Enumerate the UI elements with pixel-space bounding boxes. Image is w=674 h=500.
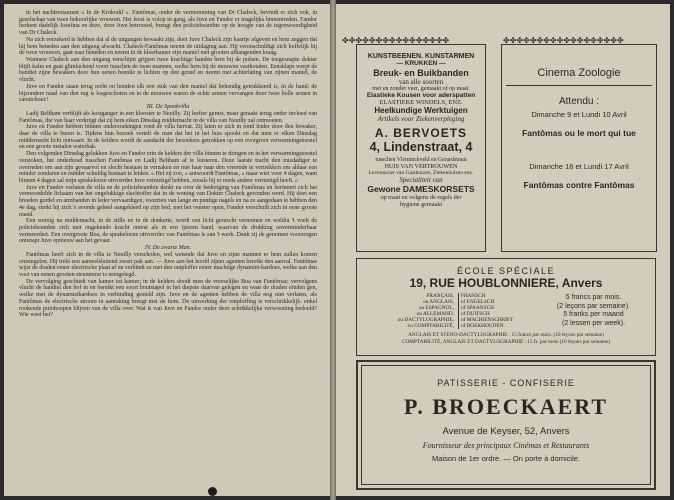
ad-line: op maat en volgens de regels der [380, 194, 462, 201]
left-page [4, 4, 330, 496]
paragraph: Wanneer Chaleck aan den uitgang verschijnt grijpen twee krachtige handen hem bij de polsen. De toegesnapte dokter blijft kalm en gaat glimlachend voort tusschen de twee mannen, welke hem bij de mouwen vasthouden. Eensklaps werpt de bandiet zijne bewakers door hun eenen beenlie te lichten op den grond en neemt met achterlating van zijnen mantel, de vlucht. [19, 57, 317, 84]
section-head: IV. De zwarte Man. [144, 245, 192, 252]
cinema-date: Dimanche 9 et Lundi 10 Avril [531, 110, 627, 119]
ecole-item: ou COMPTABILITÉ, [407, 323, 454, 329]
cinema-title: Cinema Zoologie [537, 67, 621, 79]
ornament-bar-right: ✤✤✤✤✤✤✤✤✤✤✤✤✤✤✤✤✤✤ [503, 37, 624, 45]
cinema-film: Fantômas contre Fantômas [523, 180, 635, 190]
ecole-price: 5 franks per maand [563, 311, 624, 318]
ecole-offers [357, 293, 655, 329]
ecole-lang-fr [363, 293, 458, 329]
ecole-item: of MACHIENSCHRIFT [461, 317, 514, 323]
ad-line: Artikels voor Ziekenverpleging [377, 115, 465, 123]
ad-address: 4, Lindenstraat, 4 [369, 140, 473, 154]
broeckaert-footer: Maison de 1er ordre. — On porte à domicile. [432, 454, 580, 463]
paragraph: Den volgenden Dinsdag gelukken Juve en Fandor erin de kelders der villa binnen te dringen en in het verwarmingstoestel verstoken, het onderhoud tusschen Fantômas en Ladij Beltham af te luisteren. Deze laatste tracht den misdadiger te overreden om aan zijn gevaarvol en slecht bestaan te verzaken en met haar naar den vreemde te vertrekken om aldaar een minder zondaren en minder schuldig bestaan te leiden. « Het zij zoo, » antwoordt Fantômas, « maar wiet voor 4 dagen, want binnen 4 dagen zal mijn sprakelooze uitvoerder Juve vernietigd hebben, zooals hij er reeds andere vernietigd heeft. » [19, 151, 317, 184]
ecole-price: (2 lessen per week). [561, 319, 626, 327]
ecole-item: of DUITSCH [461, 311, 490, 317]
ad-line: Leverancier van Gasthuizen, Ziekenhuizen enz. [368, 170, 474, 176]
paragraph: Een weinig na middernacht, in de stille en in de donkerte, wordt een licht geruscht vernomen en weldra 't voelt de policiebeambte zich met ongekende kracht omvat als in een ijzeren band, waarvan de drukking onverminderbaar vermeerdert. Een overgroote Boa, de sprakelooze uitvoerder van Fantômas is aan 't werk. Dank zij de genomen voorzorgen ontsnapt Juve opnieuw aan het gevaar. [19, 218, 317, 245]
ad-line: KUNSTBEENEN. KUNSTARMEN [367, 53, 475, 60]
ecole-bottom: ANGLAIS ET STENO-DACTYLOGRAPHIE : 15 francs par mois. (10 leçons par semaine) [408, 332, 604, 338]
ecole-item: of ENGELSCH [461, 299, 495, 305]
ecole-lang-nl [458, 293, 538, 329]
story-column [19, 10, 317, 319]
paragraph: De vervolging geschiedt van kamer tot kamer; in de kelders doodt men de vreeselijke Boa van Fantômas; vervolgens vlucht de bandiet den hof in en bereikt een soort houtstapel in het diepste daarvan gelegen en waar de draden einden gen, welke met de dynamietkardoes in verbinding gesteld zijn. Juve en de agenten hebben de villa nog niet verlaten, als Fantômas de electrische stroom in aanraking breegt met de bom. De uitwerking der ontploffing is verschrikkelijk: enkel rookende puinhoopen blijven van de villa over. Wat is van Juve en Fandor onder deze schrikkelijke verwoesting bedoeld? Wie weet het? [19, 278, 317, 319]
ad-line: — KRUKKEN — [396, 60, 446, 67]
ad-line: Elastieke Kousen voor aderspatten [366, 92, 476, 99]
ad-line: van alle soorten [398, 78, 444, 86]
ecole-item: of BOEKHOUDEN [461, 323, 504, 329]
ecole-item: ou DACTYLOGRAPHIE, [397, 317, 454, 323]
ad-bervoets [356, 44, 486, 252]
ecole-address: 19, RUE HOUBLONNIERE, Anvers [409, 276, 603, 290]
ad-line: Specialiteit van [399, 176, 443, 184]
cinema-date: Dimanche 16 et Lundi 17 Avril [529, 162, 629, 171]
paragraph: Ladij Beltham verblijft als kostganger in een klooster te Neuilly. Zij leefter gerust, maar geraakt terug onder invloed van Fantômas, die van haar verkrijgt dat zij hem eiken Dinsdag middernacht in de villa van Neuilly zal ontmoeten. [19, 110, 317, 124]
paragraph: in het nachtrestaurant « In de Krokodil ». Fantômas, onder de vermomming van Dr Chaleck, bevindt er zich ook, in gezelschap van twee bekoorlijke vrouwen. Het feest is volop in gang, als Juve en Fandor er insgelijks binnentreden. Fandor herkent dadelijk Josefina en deze, door Juve betrouwd, brengt den policiebeambte op de hoogte van de tegenwoordigheid van Dr Chaleck. [19, 10, 317, 37]
ecole-bottom: COMPTABILITÉ, ANGLAIS ET DACTYLOGRAPHIE : 15 fr. par mois (10 leçons par semaine) [401, 339, 611, 345]
paragraph: Juve en Fandor hebben binnen onderzoekingen rond de villa hervat. Zij laten er zich in rond leider door den bewaker, daar de villa te huren is. Tijdens hun bezoek vertelt de man dat hei in het huis spookt en dat men er eiken Dinsdag middernacht licht ontwaart. In de kelders wordt de aandacht der bezoekers getrokken op een ovorgroot verwarmingstoestel en een groote metalen waterbak. [19, 124, 317, 151]
broeckaert-tagline: Fournisseur des principaux Cinémas et Restaurants [422, 441, 590, 450]
ecole-item: FRANSCH [461, 293, 486, 299]
ad-line: HUIS VAN VERTROUWEN [384, 163, 458, 170]
broeckaert-name: P. BROECKAERT [403, 394, 609, 419]
section-head: III. De Spookvilla [146, 104, 190, 111]
ad-line: Heelkundige Werktuigen [374, 106, 468, 115]
paragraph: Na zich verzekerd te hebben dat al de uitgangen bewaakt zijn, doet Juve Chaleck zijn kaartje afgeven en hem zeggen dat hij hem beneden aan den uitgang afwacht. Chaleck-Fantômas neemt de uitdaging aan. Hij veronschuldigt zich hoffelijk bij de twee vrouwen, gaat naar beneden en neemt in de kleerkamer zijn mantel met grooten afhangenden kraag. [19, 36, 317, 57]
ad-line: tusschen Vleminckveld en Gerardstraat [375, 157, 467, 163]
paragraph: Fantômas heeft zich in de villa te Neuilly verscholen, wel wetende dat Juve en zijne mannen er hem zullen komen omsingelen. Hij trekt een aanwelsluitend zwart pak aan. — Juve aan het hoofd zijner agenten bereikt den aanval. Fantômas wijst de draden eener electrische plaat af en verbindt ze met den ontploffer eener machtige dynamiet-kardoes, welke aan den voet van eenen grooten steunmuur is neergelegd. [19, 251, 317, 279]
broeckaert-address: Avenue de Keyser, 52, Anvers [442, 426, 570, 437]
ecole-title: ÉCOLE SPÉCIALE [456, 266, 556, 276]
ecole-item: of SPAANSCH [461, 305, 494, 311]
binding-hole [208, 487, 217, 496]
ad-line: ELASTIEKE WINDELS, ENZ. [379, 99, 463, 106]
ad-broeckaert [356, 360, 656, 490]
ecole-item: ou ESPAGNOL, [418, 305, 454, 311]
ecole-item: ou ANGLAIS, [423, 299, 454, 305]
ecole-prices [538, 293, 649, 329]
ad-ecole-speciale [356, 258, 656, 356]
right-page [336, 4, 670, 496]
cinema-film: Fantômas ou le mort qui tue [522, 128, 636, 138]
ad-line: Breuk- en Buikbanden [373, 68, 469, 78]
ad-line: hygiene gemaakt [399, 201, 443, 208]
ecole-price: 5 francs par mois. [565, 294, 622, 301]
ad-line: met en zonder veer, gemaakt of op maat. [372, 86, 470, 92]
ecole-item: ou ALLEMAND, [416, 311, 454, 317]
cinema-attendu: Attendu : [558, 96, 600, 107]
ecole-item: FRANÇAIS, [426, 293, 454, 299]
ad-cinema-zoologie [501, 44, 657, 252]
paragraph: Juve en Fandor verlaten de villa en de policiebeambte denkt na over de bedreiging van Fantômas en herinnert zich het vermoordelde lichaam van het ongelukkige slachtoffer dat in de woning van Dokter Chaleck gevonden werd. Hij doet een breeden gordel en armbanden in leder vervaardigen, voorzien van lange en puntige nagels en na ze aangedaan te hebben den 4e dag, strekt hij zich 's avonds geheel aangekleed op zijn bed, met het venster open, Fandor verschuilt zich in eene groote mand. [19, 184, 317, 218]
ecole-price: (2 leçons par semaine). [556, 302, 631, 310]
ad-line: Gewone DAMESKORSETS [367, 184, 475, 194]
paragraph: Juve en Fandor staan terug recht en houden elk een stuk van den mantel dat behendig getrukkeerd is, in de hand: de bijzondere naad van den rug is losgeschoten en in de mouwen waren de echte armen vervangen door twee holle armen in caoutchouc! [19, 83, 317, 104]
ad-name: A. BERVOETS [374, 126, 468, 140]
broeckaert-title: PATISSERIE - CONFISERIE [437, 378, 575, 388]
ornament-bar-left: ✤✤✤✤✤✤✤✤✤✤✤✤✤✤✤✤ [342, 37, 450, 45]
